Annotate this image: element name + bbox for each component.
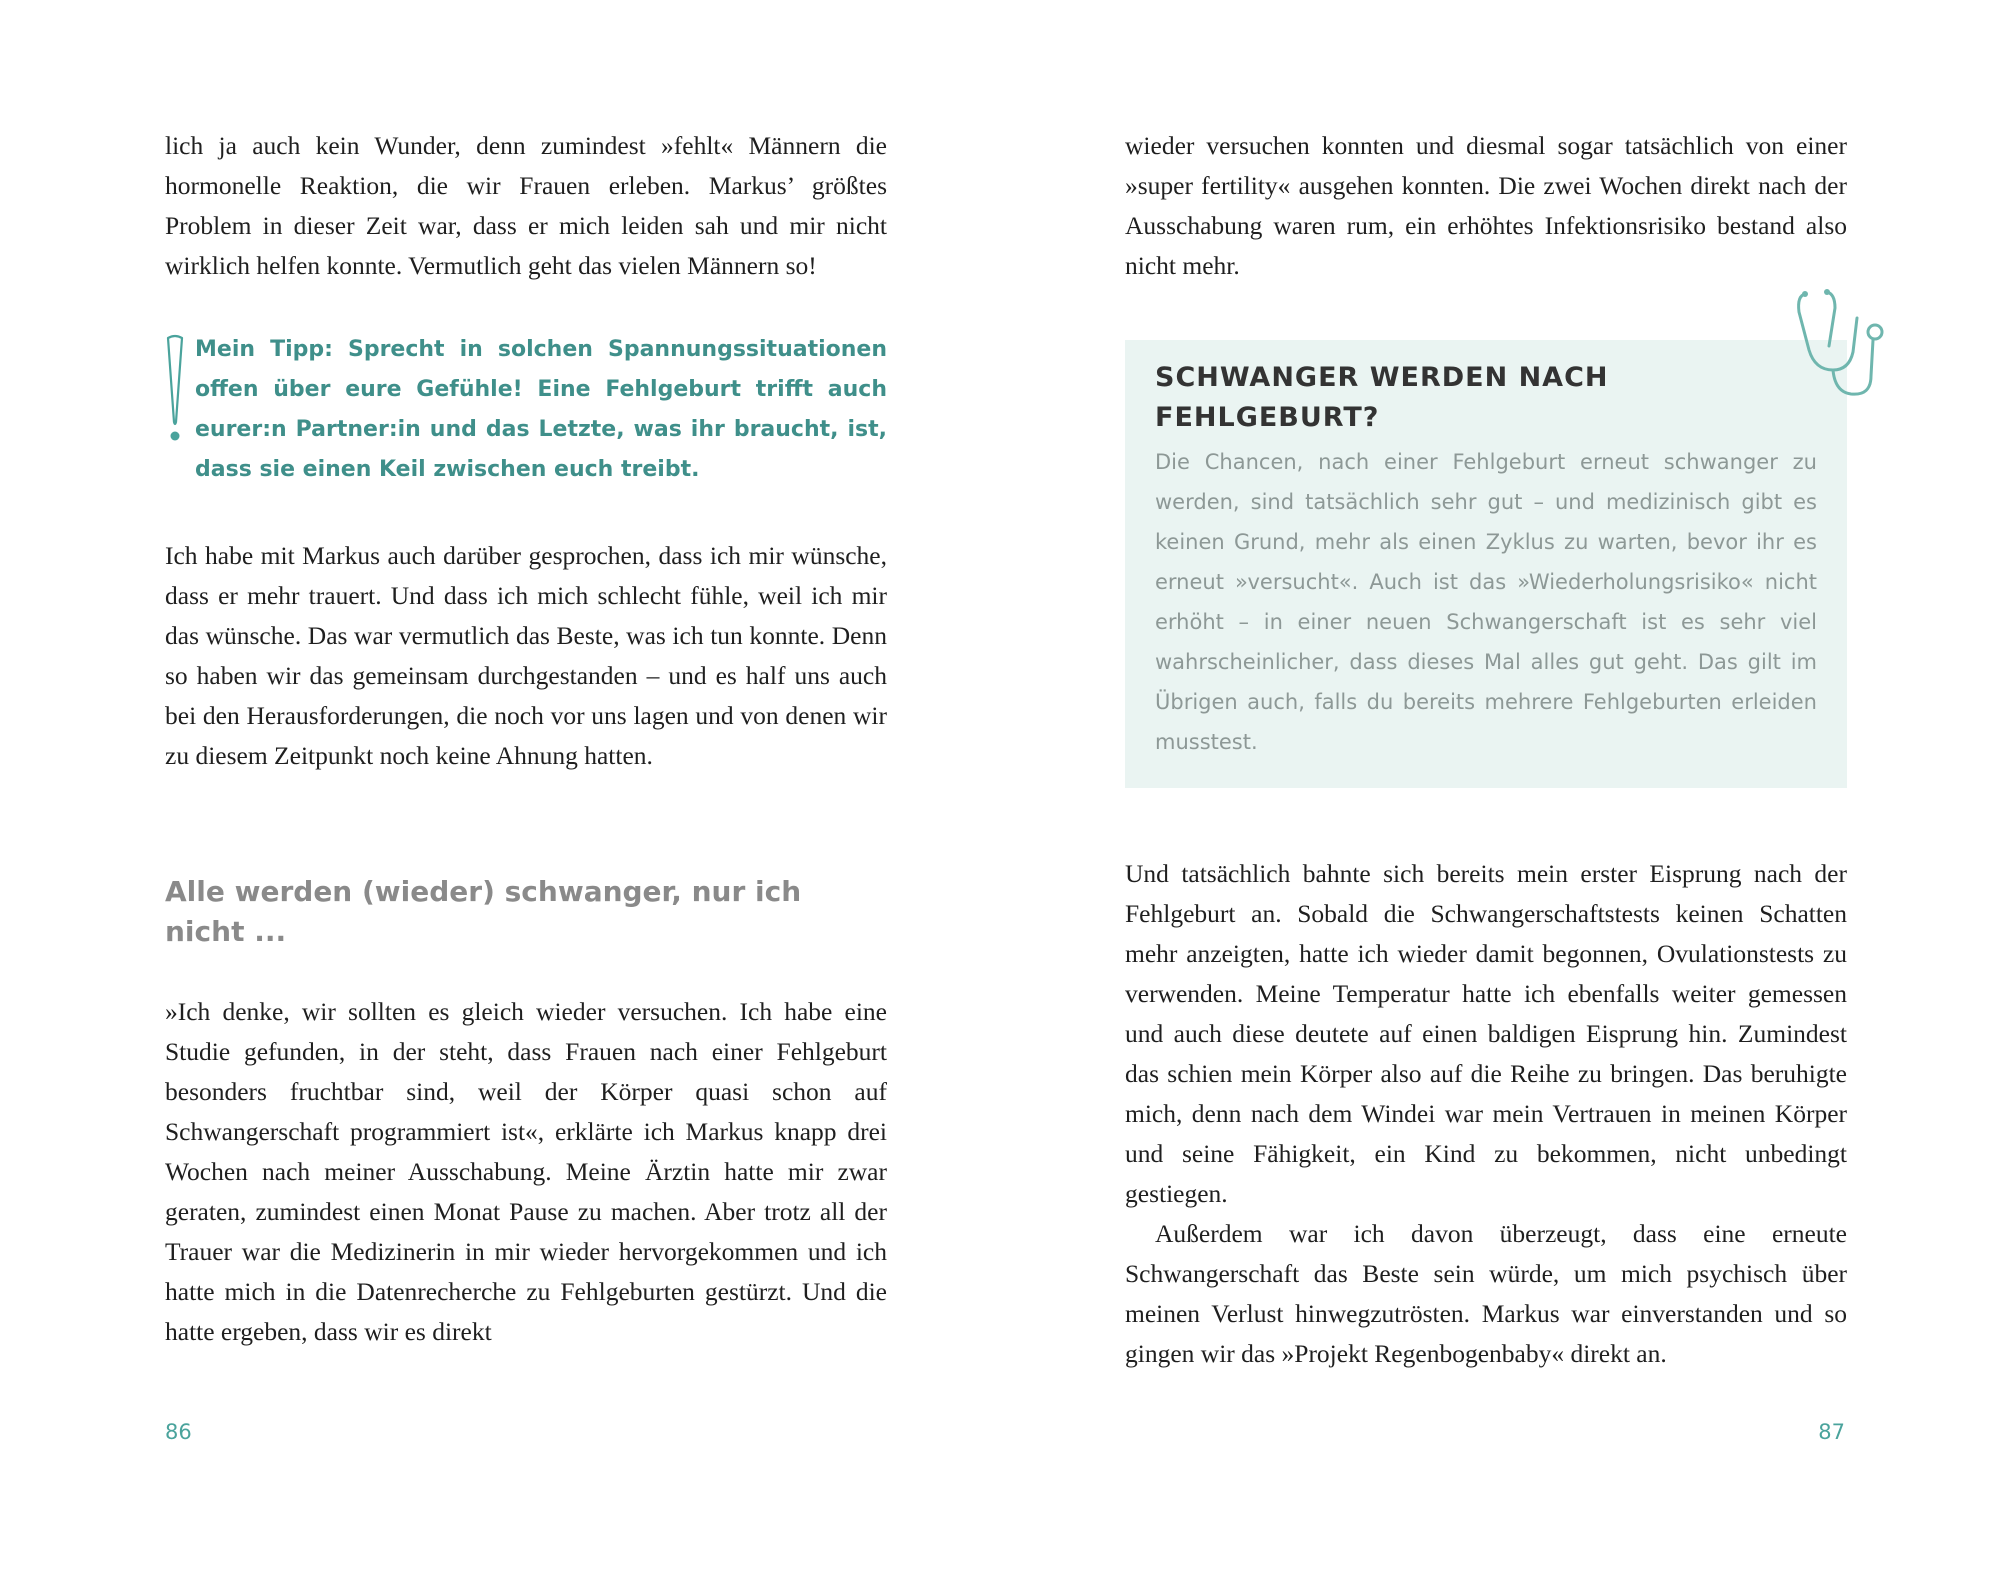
right-text-column [1125,126,1847,1374]
body-paragraph: wieder versuchen konnten und diesmal sogar tatsächlich von einer »super fertility« ausgehen konnten. Die zwei Wochen direkt nach der Ausschabung waren rum, ein erhöhtes Infektionsrisiko bestand also nicht mehr. [1125,131,1847,280]
stethoscope-icon [1791,288,1887,408]
page-number: 87 [1818,1420,1845,1444]
left-text-column [165,126,887,1352]
tip-callout [165,330,887,490]
info-box [1125,340,1847,788]
section-subheading: Alle werden (wieder) schwanger, nur ich nicht ... [165,875,802,948]
info-box-title: SCHWANGER WERDEN NACH FEHLGEBURT? [1155,362,1609,433]
body-paragraph: Außerdem war ich davon überzeugt, dass eine erneute Schwangerschaft das Beste sein würde, um mich psychisch über meinen Verlust hinwegzutrösten. Markus war einverstanden und so gingen wir das »Projekt Regenbogenbaby« direkt an. [1125,1219,1847,1368]
body-paragraph: Ich habe mit Markus auch darüber gesprochen, dass ich mir wünsche, dass er mehr trauert. Und dass ich mich schlecht fühle, weil ich mir das wünsche. Das war vermutlich das Beste, was ich tun konnte. Denn so haben wir das gemeinsam durchgestanden – und es half uns auch bei den Herausforderungen, die noch vor uns lagen und von denen wir zu diesem Zeitpunkt noch keine Ahnung hatten. [165,541,887,770]
exclamation-icon [165,334,185,444]
info-box-text: Die Chancen, nach einer Fehlgeburt erneut schwanger zu werden, sind tatsächlich sehr gut – und medizinisch gibt es keinen Grund, mehr als einen Zyklus zu warten, bevor ihr es erneut »versucht«. Auch ist das »Wiederholungsrisiko« nicht erhöht – in einer neuen Schwangerschaft ist es sehr viel wahrscheinlicher, dass dieses Mal alles gut geht. Das gilt im Übrigen auch, falls du bereits mehrere Fehlgeburten erleiden musstest. [1155,450,1817,754]
body-paragraph: lich ja auch kein Wunder, denn zumindest »fehlt« Männern die hormonelle Reaktion, die wir Frauen erleben. Markus’ größtes Problem in dieser Zeit war, dass er mich leiden sah und mir nicht wirklich helfen konnte. Vermutlich geht das vielen Männern so! [165,131,887,280]
page-number: 86 [165,1420,192,1444]
body-paragraph: »Ich denke, wir sollten es gleich wieder versuchen. Ich habe eine Studie gefunden, in der steht, dass Frauen nach einer Fehlgeburt besonders fruchtbar sind, weil der Körper quasi schon auf Schwangerschaft programmiert ist«, erklärte ich Markus knapp drei Wochen nach meiner Ausschabung. Meine Ärztin hatte mir zwar geraten, zumindest einen Monat Pause zu machen. Aber trotz all der Trauer war die Medizinerin in mir wieder hervorgekommen und ich hatte mich in die Datenrecherche zu Fehlgeburten gestürzt. Und die hatte ergeben, dass wir es direkt [165,997,887,1346]
right-page [1000,0,2000,1593]
body-paragraph: Und tatsächlich bahnte sich bereits mein erster Eisprung nach der Fehlgeburt an. Sobald die Schwangerschaftstests keinen Schatten mehr anzeigten, hatte ich wieder damit begonnen, Ovulationstests zu verwenden. Meine Temperatur hatte ich ebenfalls weiter gemessen und auch diese deutete auf einen baldigen Eisprung hin. Zumindest das schien mein Körper also auf die Reihe zu bringen. Das beruhigte mich, denn nach dem Windei war mein Vertrauen in meinen Körper und seine Fähigkeit, ein Kind zu bekommen, nicht unbedingt gestiegen. [1125,859,1847,1208]
tip-text: Mein Tipp: Sprecht in solchen Spannungssituationen offen über eure Gefühle! Eine Fehlgeburt trifft auch eurer:n Partner:in und das Letzte, was ihr braucht, ist, dass sie einen Keil zwischen euch treibt. [195,337,887,482]
